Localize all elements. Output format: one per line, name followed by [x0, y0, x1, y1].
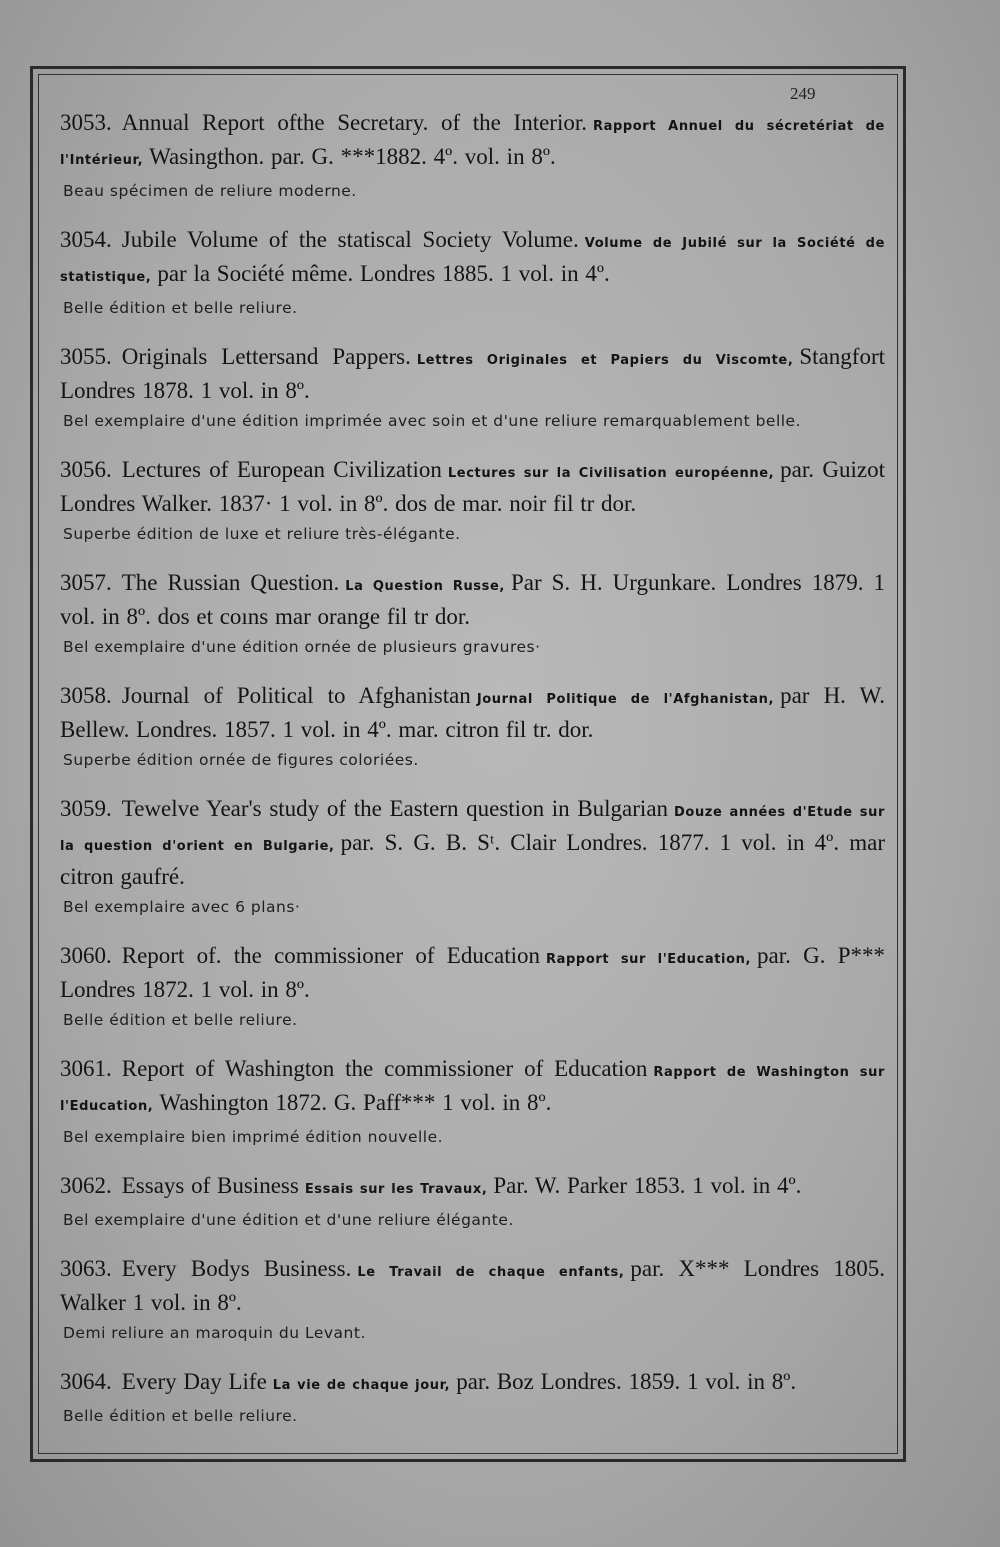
entry-french-title: Lettres Originales et Papiers du Viscomte,: [416, 353, 794, 368]
entry-french-title: La vie de chaque jour,: [272, 1378, 451, 1393]
catalogue-entry: [60, 1171, 885, 1231]
entry-title: Report of. the commissioner of Education: [121, 943, 541, 968]
entry-details: Wasingthon. par. G. ***1882. 4º. vol. in 8º.: [149, 144, 556, 169]
entry-number: 3054.: [60, 227, 112, 252]
entry-note: Demi reliure an maroquin du Levant.: [63, 1324, 366, 1342]
entry-note: Bel exemplaire bien imprimé édition nouvelle.: [63, 1128, 444, 1146]
entry-number: 3064.: [60, 1369, 112, 1394]
entry-note: Beau spécimen de reliure moderne.: [63, 182, 357, 200]
catalogue-entry: [60, 225, 885, 319]
entry-note: Bel exemplaire avec 6 plans·: [63, 898, 301, 916]
entry-title: Annual Report ofthe Secretary. of the Interior.: [121, 110, 587, 135]
entry-details: par. Boz Londres. 1859. 1 vol. in 8º.: [456, 1369, 797, 1394]
entry-title: The Russian Question.: [121, 570, 340, 595]
entry-number: 3058.: [60, 683, 112, 708]
catalogue-entries: [60, 108, 885, 1450]
entry-details: Stangfort Londres 1878. 1 vol. in 8º.: [60, 344, 885, 403]
entry-note: Belle édition et belle reliure.: [63, 1011, 298, 1029]
entry-note: Bel exemplaire d'une édition et d'une reliure élégante.: [63, 1211, 514, 1229]
entry-title: Every Bodys Business.: [121, 1256, 352, 1281]
entry-details: Washington 1872. G. Paff*** 1 vol. in 8º.: [159, 1090, 552, 1115]
entry-number: 3056.: [60, 457, 112, 482]
entry-number: 3060.: [60, 943, 112, 968]
catalogue-entry: [60, 108, 885, 202]
page-number: 249: [790, 84, 816, 103]
entry-french-title: Essais sur les Travaux,: [304, 1182, 488, 1197]
entry-french-title: Volume de Jubilé sur la Société de statistique,: [60, 236, 885, 285]
catalogue-entry: [60, 455, 885, 545]
entry-title: Originals Lettersand Pappers.: [121, 344, 411, 369]
entry-details: par. X*** Londres 1805. Walker 1 vol. in 8º.: [60, 1256, 886, 1315]
entry-title: Lectures of European Civilization: [121, 457, 442, 482]
entry-details: par la Société même. Londres 1885. 1 vol. in 4º.: [157, 261, 610, 286]
entry-french-title: Journal Politique de l'Afghanistan,: [476, 692, 775, 707]
catalogue-entry: [60, 342, 885, 432]
catalogue-entry: [60, 1254, 885, 1344]
entry-title: Essays of Business: [121, 1173, 299, 1198]
catalogue-entry: [60, 941, 885, 1031]
entry-number: 3057.: [60, 570, 112, 595]
catalogue-entry: [60, 794, 885, 918]
entry-details: Par S. H. Urgunkare. Londres 1879. 1 vol. in 8º. dos et coıns mar orange fil tr dor.: [60, 570, 886, 629]
entry-french-title: Douze années d'Etude sur la question d'orient en Bulgarie,: [60, 805, 885, 854]
entry-number: 3061.: [60, 1056, 112, 1081]
entry-note: Bel exemplaire d'une édition ornée de plusieurs gravures·: [63, 638, 541, 656]
entry-number: 3062.: [60, 1173, 112, 1198]
entry-note: Superbe édition ornée de figures coloriées.: [63, 751, 419, 769]
entry-title: Tewelve Year's study of the Eastern question in Bulgarian: [121, 796, 669, 821]
entry-details: par. S. G. B. Sᵗ. Clair Londres. 1877. 1 vol. in 4º. mar citron gaufré.: [60, 830, 885, 889]
entry-french-title: Rapport de Washington sur l'Education,: [60, 1065, 885, 1114]
entry-title: Report of Washington the commissioner of Education: [121, 1056, 648, 1081]
entry-french-title: La Question Russe,: [345, 579, 505, 594]
entry-details: par. Guizot Londres Walker. 1837· 1 vol. in 8º. dos de mar. noir fil tr dor.: [60, 457, 885, 516]
entry-french-title: Le Travail de chaque enfants,: [357, 1265, 625, 1280]
entry-number: 3053.: [60, 110, 112, 135]
entry-details: par. G. P*** Londres 1872. 1 vol. in 8º.: [60, 943, 885, 1002]
entry-details: par H. W. Bellew. Londres. 1857. 1 vol. in 4º. mar. citron fil tr. dor.: [60, 683, 885, 742]
entry-french-title: Rapport sur l'Education,: [546, 952, 751, 967]
entry-details: Par. W. Parker 1853. 1 vol. in 4º.: [493, 1173, 802, 1198]
entry-note: Bel exemplaire d'une édition imprimée avec soin et d'une reliure remarquablement belle.: [63, 412, 802, 430]
catalogue-entry: [60, 1367, 885, 1427]
entry-title: Journal of Political to Afghanistan: [121, 683, 471, 708]
entry-number: 3063.: [60, 1256, 112, 1281]
catalogue-entry: [60, 568, 885, 658]
entry-note: Belle édition et belle reliure.: [63, 1407, 298, 1425]
entry-french-title: Rapport Annuel du sécretériat de l'Intérieur,: [60, 119, 885, 168]
entry-french-title: Lectures sur la Civilisation européenne,: [447, 466, 775, 481]
catalogue-entry: [60, 1054, 885, 1148]
entry-number: 3055.: [60, 344, 112, 369]
entry-title: Jubile Volume of the statiscal Society Volume.: [121, 227, 579, 252]
catalogue-entry: [60, 681, 885, 771]
entry-title: Every Day Life: [121, 1369, 267, 1394]
entry-note: Superbe édition de luxe et reliure très-élégante.: [63, 525, 461, 543]
entry-note: Belle édition et belle reliure.: [63, 299, 298, 317]
entry-number: 3059.: [60, 796, 112, 821]
